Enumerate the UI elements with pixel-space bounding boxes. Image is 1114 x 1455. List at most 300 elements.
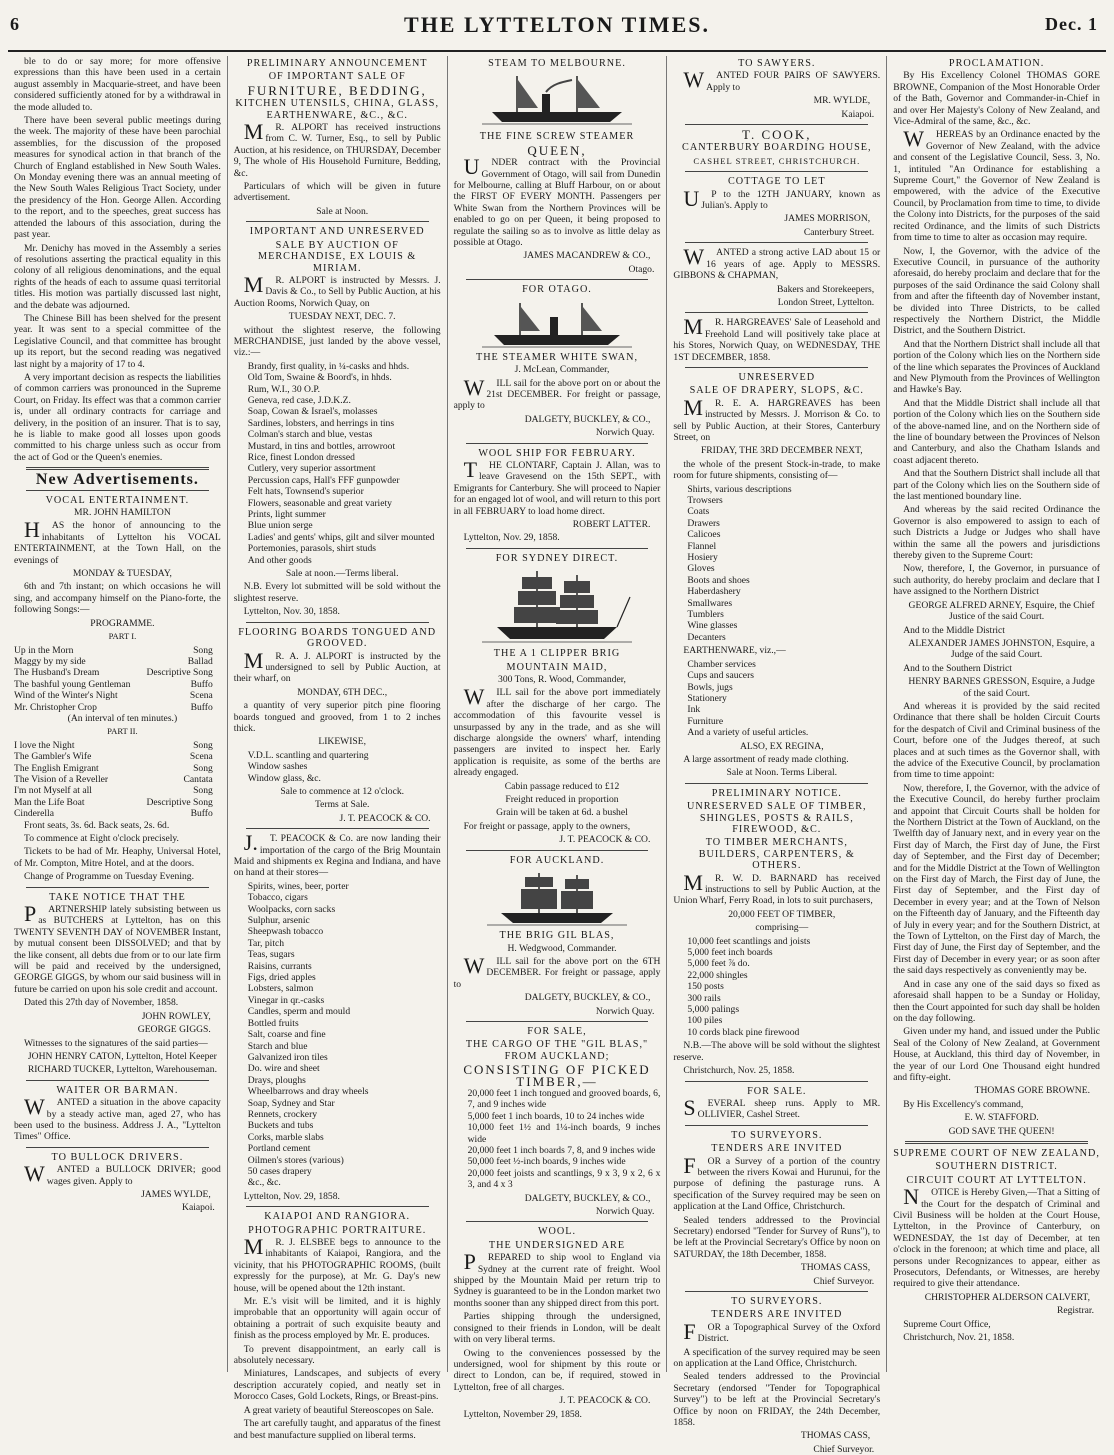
signature-place: Norwich Quay. — [595, 1206, 655, 1218]
boarding-house-ad — [673, 129, 880, 167]
ad-heading: PRELIMINARY NOTICE. — [711, 787, 842, 799]
divider — [685, 312, 868, 313]
signature-place: London Street, Lyttelton. — [777, 296, 875, 308]
song-type: Buffo — [190, 701, 213, 713]
divider — [685, 783, 868, 784]
fare-line: Freight reduced in proportion — [505, 794, 619, 806]
news-paragraph: The Chinese Bill has been shelved for the present year. It was sent to a special committee of the Legislative Council, and that committee has brought up its report, but the second reading was negatived last night by a majority of 17 to 4. — [14, 312, 221, 370]
ad-body: FOR a Topographical Survey of the Oxford District. — [683, 1318, 881, 1345]
list-item: Boots and shoes — [687, 574, 750, 586]
list-item: Mustard, in tins and bottles, arrowroot — [247, 440, 396, 452]
ad-dated: Christchurch, Nov. 25, 1858. — [683, 1065, 795, 1077]
signature-title: Chief Surveyor. — [813, 1275, 875, 1287]
list-item: Rice, finest London dressed — [247, 452, 355, 463]
song-title: The Vision of a Reveller — [14, 773, 109, 785]
steamship-icon — [482, 72, 632, 128]
list-item: Ink — [687, 704, 701, 716]
news-paragraph: A very important decision as respects the liabilities of common carriers was pronounced in the Supreme Court, on Friday. Its effect was that a common carrier is, under all ordinary contracts for carriage and delivery, in the position of an insurer. That is to say, he is liable to make good all losses upon goods committed to his charge unless such as occur from the act of God or the Queen's enemies. — [14, 371, 221, 463]
list-item: And other goods — [247, 554, 312, 566]
ad-heading: UNRESERVED — [738, 371, 816, 383]
list-item: Figs, dried apples — [247, 972, 316, 984]
divider — [466, 443, 649, 444]
list-item: Woolpacks, corn sacks — [247, 903, 336, 915]
list-item: Sheepwash tobacco — [247, 926, 324, 938]
signature-place: Otago. — [628, 263, 655, 275]
column-4 — [667, 56, 887, 1455]
divider — [685, 1291, 868, 1292]
list-item: Sulphur, arsenic — [247, 915, 310, 927]
divider — [26, 1080, 209, 1081]
ad-terms: Sale at Noon. — [316, 205, 369, 217]
ad-body: PREPARED to ship wool to England via Sydney at the current rate of freight. Wool shipped by the Mountain Maid per return trip to Sydney is guaranteed to be in the London market two months sooner than any shipped direct from this port. — [453, 1249, 661, 1309]
song-title: Cinderella — [14, 808, 54, 820]
ad-body: Parties shipping through the undersigned, consigned to their friends in London, will be dealt with on very liberal terms. — [453, 1311, 661, 1346]
ad-date: TUESDAY NEXT, DEC. 7. — [288, 311, 396, 323]
ad-days: MONDAY & TUESDAY, — [72, 568, 172, 580]
land-sale-ad — [673, 314, 881, 363]
item-list — [673, 484, 880, 644]
melbourne-steamer-ad — [454, 58, 661, 275]
ship-name: THE STEAMER WHITE SWAN, — [475, 351, 638, 363]
signature: ROBERT LATTER. — [572, 518, 651, 530]
proclamation-paragraph: And whereas by the said recited Ordinance the Governor is also empowered to assign to each of such Districts a Judge or Judges who shall have within the same all the powers and jurisdictions thereby given to the Supreme Court: — [893, 504, 1100, 562]
list-item: 20,000 feet joists and scantlings, 9 x 3, 9 x 2, 6 x 3, and 4 x 3 — [467, 1167, 661, 1191]
ad-address: CASHEL STREET, CHRISTCHURCH. — [693, 155, 861, 166]
sailing-ship-icon — [482, 567, 632, 645]
sheep-runs-ad — [673, 1086, 880, 1121]
proclamation-paragraph: Now, I, the Governor, with the advice of the Executive Council, in pursuance of the authority aforesaid, do hereby proclaim and declare that for the purposes of the said Ordinance the said Colony shall from and after the fifteenth day of November instant, be divided into Three Districts, to be called respectively the Northern District, the Middle District, and the Southern District. — [893, 245, 1100, 337]
list-item: Percussion caps, Hall's FFF gunpowder — [247, 474, 400, 486]
ad-commence: To commence at Eight o'clock precisely. — [24, 833, 179, 844]
list-item: Furniture — [687, 715, 724, 727]
list-item: Window glass, &c. — [247, 772, 321, 784]
part-heading: PART II. — [107, 726, 138, 737]
list-item: &c., &c. — [247, 1177, 281, 1189]
circuit-court-notice — [893, 1148, 1100, 1344]
list-item: Galvanized iron tiles — [247, 1051, 328, 1063]
divider — [685, 1081, 868, 1082]
ad-subheading: UNRESERVED SALE OF TIMBER, SHINGLES, POSTS & RAILS, FIREWOOD, &C. — [687, 801, 867, 835]
ad-heading: TO SURVEYORS. — [731, 1296, 823, 1307]
ship-name: QUEEN, — [527, 142, 587, 158]
list-item: 20,000 feet 1 inch tongued and grooved boards, 6, 7, and 9 inches wide — [467, 1087, 661, 1111]
signature: THOMAS GORE BROWNE. — [974, 1085, 1090, 1097]
song-type: Buffo — [190, 678, 213, 690]
list-item: Tumblers — [687, 609, 724, 621]
song-title: Maggy by my side — [14, 655, 86, 667]
list-item: Chamber services — [687, 658, 756, 670]
ad-heading: FOR AUCKLAND. — [509, 854, 605, 866]
signature-place: Canterbury Street. — [803, 226, 875, 238]
list-item: Calicoes — [687, 529, 721, 541]
ad-body: HAS the honor of announcing to the inhabitants of Lyttelton his VOCAL ENTERTAINMENT, at the Town Hall, on the evenings of — [14, 517, 221, 566]
divider — [26, 1147, 209, 1148]
list-item: 10,000 feet scantlings and joists — [687, 935, 811, 947]
ad-heading: WAITER OR BARMAN. — [56, 1084, 179, 1096]
ad-note: N.B. Every lot submitted will be sold without the slightest reserve. — [233, 581, 441, 604]
furniture-sale-ad — [234, 58, 441, 217]
ad-heading: FOR OTAGO. — [522, 284, 592, 296]
list-item: V.D.L. scantling and quartering — [247, 749, 369, 761]
cottage-ad — [673, 176, 880, 238]
ad-body: A large assortment of ready made clothing. — [683, 753, 849, 765]
news-paragraph: ble to do or say more; for more offensive expressions than this have been used in a certain august assembly in Macquarie-street, and have been considered sufficiently atoned for by a withdrawal in the mode alluded to. — [14, 56, 221, 113]
item-list — [673, 936, 880, 1039]
ad-body: To prevent disappointment, an early call is absolutely necessary. — [233, 1343, 441, 1367]
song-title: Up in the Morn — [14, 644, 74, 656]
list-item: Blue union serge — [247, 520, 313, 532]
ad-heading: STEAM TO MELBOURNE. — [488, 58, 626, 69]
divider — [685, 171, 868, 172]
sailing-ship-icon — [487, 869, 627, 927]
ship-name: THE BRIG GIL BLAS, — [499, 930, 615, 942]
song-type: Ballad — [187, 655, 213, 667]
ad-subheading: THE FINE SCREW STEAMER — [479, 131, 635, 143]
list-item: Hosiery — [687, 552, 718, 564]
song-row — [14, 645, 221, 656]
ad-heading: TO SURVEYORS. — [731, 1129, 823, 1141]
signature: E. W. STAFFORD. — [964, 1112, 1039, 1124]
columns — [8, 56, 1106, 1455]
song-title: The Husband's Dream — [14, 667, 100, 679]
auckland-brig-ad — [454, 855, 661, 1017]
ad-amount: 20,000 FEET OF TIMBER, — [728, 908, 836, 920]
ad-dated: Lyttelton, Nov. 29, 1858. — [243, 1190, 340, 1202]
wool-ship-ad — [454, 448, 661, 544]
divider — [905, 1141, 1088, 1144]
ad-body: WANTED FOUR PAIRS OF SAWYERS. Apply to — [683, 67, 881, 93]
list-item: Colman's starch and blue, vestas — [247, 429, 373, 441]
ship-name: MOUNTAIN MAID, — [506, 661, 608, 673]
ad-date: MONDAY, 6TH DEC., — [297, 686, 388, 698]
judge-assignment: HENRY BARNES GRESSON, Esquire, a Judge of the said Court. — [908, 676, 1095, 699]
signature: DALGETY, BUCKLEY, & CO., — [524, 413, 651, 425]
song-row — [14, 740, 221, 751]
ad-subheading: THE UNDERSIGNED ARE — [488, 1239, 626, 1251]
ad-subheading: SALE OF DRAPERY, SLOPS, &C. — [689, 385, 864, 397]
proclamation-paragraph: And whereas it is provided by the said recited Ordinance that there shall be holden Circuit Courts for the despatch of Civil and Criminal business of the Court, before one of the Judges thereof, at such places and at such times as the Governor shall, with the advice of the Executive Council, by proclamation from time to time appoint: — [893, 700, 1100, 781]
sawyers-ad — [673, 58, 880, 120]
list-item: Raisins, currants — [247, 960, 312, 972]
wool-shipping-ad — [454, 1226, 661, 1420]
divider — [685, 367, 868, 368]
ad-heading: FOR SALE. — [747, 1085, 807, 1097]
divider — [466, 279, 649, 280]
list-item: Corks, marble slabs — [247, 1131, 324, 1143]
masthead — [8, 6, 1106, 52]
ad-subheading: CIRCUIT COURT AT LYTTELTON. — [906, 1174, 1087, 1186]
signature: JAMES MORRISON, — [784, 213, 871, 225]
list-item: Teas, sugars — [247, 949, 295, 961]
signature: THOMAS CASS, — [800, 1262, 871, 1274]
ad-subheading: CONSISTING OF PICKED TIMBER,— — [463, 1062, 651, 1089]
list-item: 10 cords black pine firewood — [687, 1026, 800, 1038]
ad-body: WANTED a situation in the above capacity by a steady active man, aged 27, who has been used to the business. Address J. A., "Lyttelton Times" Office. — [14, 1094, 221, 1143]
signature-place: Kaiapoi. — [841, 108, 875, 120]
ad-byline: MR. JOHN HAMILTON — [74, 507, 171, 519]
column-2 — [228, 56, 448, 1441]
list-item: 10,000 feet 1½ and 1¼-inch boards, 9 inches wide — [467, 1122, 661, 1145]
ad-body: comprising— — [755, 922, 809, 934]
ship-commander: J. McLean, Commander, — [514, 364, 610, 376]
ad-body: a quantity of very superior pitch pine flooring boards tongued and grooved, from 1 to 2 inches thick. — [233, 700, 441, 734]
ad-subheading: TENDERS ARE INVITED — [711, 1143, 843, 1155]
ad-body: A great variety of beautiful Stereoscopes on Sale. — [243, 1404, 434, 1416]
flooring-sale-ad — [234, 627, 441, 825]
list-item: 5,000 feet 1 inch boards, 10 to 24 inches wide — [467, 1110, 645, 1122]
ad-body: Sealed tenders addressed to the Provincial Secretary (endorsed "Tender for Topographical Survey") to be left at the Provincial Secretary's Office by noon on FRIDAY, the 24th December, 1858. — [673, 1371, 881, 1429]
ad-heading: WOOL SHIP FOR FEBRUARY. — [478, 447, 636, 459]
list-item: 150 posts — [687, 981, 724, 993]
signature-title: Registrar. — [1056, 1305, 1094, 1317]
list-item: 100 piles — [687, 1015, 723, 1027]
proclamation-paragraph: And to the Southern District — [903, 662, 1012, 674]
signature: DALGETY, BUCKLEY, & CO., — [524, 1192, 651, 1204]
ad-subheading: SALE BY AUCTION OF MERCHANDISE, EX LOUIS & MIRIAM. — [258, 239, 417, 274]
signature: JAMES WYLDE, — [141, 1188, 211, 1200]
ad-body: MR. ALPORT is instructed by Messrs. J. Davis & Co., to Sell by Public Auction, at his Auction Rooms, Norwich Quay, on — [233, 271, 441, 309]
song-row — [14, 808, 221, 819]
ship-commander: H. Wedgwood, Commander. — [507, 942, 617, 954]
ad-body: WILL sail for the above port on or about the 21st DECEMBER. For freight or passage, apply to — [453, 374, 661, 412]
ad-office: Supreme Court Office, — [903, 1318, 991, 1330]
list-item: And a variety of useful articles. — [687, 727, 809, 739]
ad-body: A specification of the survey required may be seen on application at the Land Office, Christchurch. — [673, 1346, 881, 1370]
news-article — [14, 56, 221, 463]
list-item: Shirts, various descriptions — [687, 483, 792, 495]
list-item: Flannel — [687, 540, 717, 552]
ad-subheading: SOUTHERN DISTRICT. — [935, 1161, 1058, 1173]
list-item: Haberdashery — [687, 586, 741, 598]
ad-subheading: THE A 1 CLIPPER BRIG — [493, 648, 621, 660]
list-item: 300 rails — [687, 992, 721, 1004]
list-item: Sardines, lobsters, and herrings in tins — [247, 417, 395, 429]
list-item: Spirits, wines, beer, porter — [247, 880, 349, 892]
ad-body: FOR a Survey of a portion of the country between the rivers Kowai and Hurunui, for the purpose of defining the pasturage runs. A specification of the Survey required may be seen on application at the Land Office, Christchurch. — [673, 1152, 881, 1213]
list-item: Salt, coarse and fine — [247, 1029, 326, 1041]
ad-subheading: PHOTOGRAPHIC PORTRAITURE. — [248, 1224, 427, 1236]
list-item: Ladies' and gents' whips, gilt and silver mounted — [247, 531, 435, 543]
ad-dated: Lyttelton, November 29, 1858. — [463, 1408, 582, 1420]
ad-body: UNDER contract with the Provincial Government of Otago, will sail from Dunedin for Melbourne, calling at Bluff Harbour, on or about the FIRST OF EVERY MONTH. Passengers per White Swan from the Northern Provinces will be enabled to go on per Queen, it being proposed to regulate the sailing so as to involve as little delay as possible at Otago. — [453, 154, 661, 249]
ad-body: the whole of the present Stock-in-trade, to make room for future shipments, consisting of— — [673, 458, 881, 482]
proclamation-paragraph: Now, therefore, I, the Governor, with the advice of the Executive Council, do hereby further proclaim and appoint that Circuit Courts shall be holden for the Northern District at the Town of Auckland, on the Twelfth day of January next, and in every year on the First day of March, the First day of June, the First day of September, and the First day of December; and for the Middle District at the Town of Wellington on the First day of March, the First day of June, the First day of September, and the First day of December in every year; and at the Town of Nelson on the Fifteenth day of January, and the Fifteenth day of July in every year; and for the Southern District, at the Town of Lyttelton, on the First day of March, the First day of June, the First day of September, and the First day of December in every year; or as soon after the said days respectively as conveniently may be. — [893, 782, 1100, 977]
song-title: I'm not Myself at all — [14, 785, 92, 797]
ad-body: For freight or passage, apply to the owners, — [463, 820, 631, 832]
lad-wanted-ad — [673, 244, 881, 308]
ad-body: WANTED a strong active LAD about 15 or 16 years of age. Apply to MESSRS. GIBBONS & CHAPMAN, — [673, 244, 881, 282]
ad-subheading: FURNITURE, BEDDING, — [247, 82, 427, 98]
item-list — [234, 881, 441, 1189]
list-item: Smallwares — [687, 597, 733, 609]
song-list — [14, 740, 221, 820]
witness: RICHARD TUCKER, Lyttelton, Warehouseman. — [27, 1064, 217, 1076]
list-item: Trowsers — [687, 495, 723, 506]
ad-subheading: TENDERS ARE INVITED — [711, 1309, 843, 1321]
timber-cargo-ad — [454, 1026, 661, 1218]
list-item: Cutlery, very superior assortment — [247, 463, 376, 475]
column-1 — [8, 56, 228, 1372]
ad-date: FRIDAY, THE 3RD DECEMBER NEXT, — [700, 445, 863, 457]
interval-note: (An interval of ten minutes.) — [67, 712, 178, 724]
divider — [26, 467, 209, 470]
signature-place: Kaiapoi. — [182, 1202, 215, 1214]
signature: J. T. PEACOCK & CO. — [559, 1395, 651, 1407]
proclamation-paragraph: And that the Middle District shall include all that portion of the Colony which lies on the Southern side of the above-named line, and on the Northern side of the line of boundary between the Provinces of Nelson and Canterbury, and also the Chatham Islands and coast adjacent thereto. — [893, 397, 1100, 466]
list-item: Candles, sperm and mould — [247, 1006, 351, 1018]
divider — [466, 548, 649, 549]
song-title: I love the Night — [14, 739, 75, 751]
list-item: Lobsters, salmon — [247, 983, 314, 995]
song-list — [14, 645, 221, 713]
song-title: The English Emigrant — [14, 762, 99, 774]
list-item: Bottled fruits — [247, 1017, 299, 1029]
list-item: Buckets and tubs — [247, 1120, 314, 1132]
ad-subheading: THE CARGO OF THE "GIL BLAS," FROM AUCKLAND; — [465, 1039, 649, 1062]
ad-body: UP to the 12TH JANUARY, known as Julian's. Apply to — [683, 185, 881, 212]
ad-body: 6th and 7th instant; on which occasions he will sing, and accompany himself on the Piano-forte, the following Songs:— — [14, 581, 221, 616]
drapery-sale-ad — [673, 372, 880, 779]
ad-heading: FOR SYDNEY DIRECT. — [495, 552, 619, 564]
survey-tender-ad — [673, 1130, 880, 1287]
list-item: Portemonies, parasols, shirt studs — [247, 543, 376, 555]
item-list — [234, 750, 441, 784]
ad-subheading: EARTHENWARE, viz.,— — [683, 645, 786, 657]
divider — [246, 1206, 429, 1207]
ad-heading: FOR SALE, — [527, 1025, 587, 1037]
signature-place: Norwich Quay. — [595, 1005, 655, 1017]
list-item: Felt hats, Townsend's superior — [247, 486, 364, 498]
list-item: Wine glasses — [687, 620, 738, 632]
divider — [246, 828, 429, 829]
list-item: Portland cement — [247, 1143, 311, 1155]
divider — [685, 1125, 868, 1126]
divider — [246, 622, 429, 623]
list-item: Decanters — [687, 631, 726, 643]
ad-heading: TO SAWYERS. — [738, 58, 816, 69]
song-row — [14, 797, 221, 808]
ad-body: NOTICE is Hereby Given,—That a Sitting of the Court for the despatch of Criminal and Civil Business will be holden at the Court House, Lyttelton, in the Province of Canterbury, on WEDNESDAY, the 1st day of December, at ten o'clock in the forenoon; at which time and place, all persons under Recognizances to appear, either as Prosecutors, Defendants, or Witnesses, are hereby required to give their attendance. — [893, 1184, 1100, 1290]
song-type: Scena — [189, 690, 213, 702]
ship-commander: 300 Tons, R. Wood, Commander, — [498, 674, 626, 685]
fare-line: Cabin passage reduced to £12 — [504, 780, 620, 792]
divider — [466, 850, 649, 851]
signature-place: Norwich Quay. — [595, 427, 655, 439]
divider — [466, 1021, 649, 1022]
column-5 — [887, 56, 1106, 1372]
news-paragraph: There have been several public meetings during the week. The majority of these have been parochial assemblies, for the discussion of the proposed measures for synodical action in that branch of the Church of England established in New South Wales. On Monday evening there was an annual meeting of the New South Wales Religious Tract Society, under the presidency of the Hon. George Allen. According to the report, and to the speeches, great success has attended the labours of this association, during the past year. — [14, 115, 221, 241]
list-item: 5,000 feet inch boards — [687, 947, 773, 959]
list-item: Starch and blue — [247, 1040, 308, 1052]
proclamation-paragraph: And that the Southern District shall include all that part of the Colony which lies on the Southern side of the last mentioned boundary line. — [893, 468, 1100, 503]
list-item: 50 cases drapery — [247, 1165, 312, 1177]
list-item: 50,000 feet ½-inch boards, 9 inches wide — [467, 1156, 626, 1168]
partnership-notice — [14, 892, 221, 1076]
ad-heading: SUPREME COURT OF NEW ZEALAND, — [893, 1147, 1100, 1159]
bullock-drivers-ad — [14, 1152, 221, 1214]
part-heading: PART I. — [108, 631, 137, 642]
signature: MR. WYLDE, — [813, 95, 871, 107]
proclamation-paragraph: WHEREAS by an Ordinance enacted by the Governor of New Zealand, with the advice and consent of the Legislative Council, Sess. 3, No. 1, intituled "An Ordinance for establishing a Supreme Court," the Governor of New Zealand is empowered, with the advice of the Executive Council, by Proclamation from time to time, to divide the Colony into Districts, for the purposes of the said recited Ordinance, and the limits of such Districts from time to time to alter as occasion may require. — [893, 126, 1100, 244]
list-item: Soap, Cowan & Israel's, molasses — [247, 406, 378, 418]
signature-place: Bakers and Storekeepers, — [776, 283, 875, 295]
song-title: The bashful young Gentleman — [14, 678, 131, 690]
list-item: Window sashes — [247, 761, 308, 773]
divider — [246, 221, 429, 222]
list-item: Rum, W.I., 30 O.P. — [247, 383, 321, 395]
ad-heading: VOCAL ENTERTAINMENT. — [45, 494, 190, 506]
otago-steamer-ad — [454, 284, 661, 438]
list-item: Cups and saucers — [687, 670, 754, 682]
vocal-entertainment-ad — [14, 495, 221, 883]
ad-note: N.B.—The above will be sold without the slightest reserve. — [673, 1040, 881, 1063]
divider — [26, 887, 209, 888]
list-item: Brandy, first quality, in ¼-casks and hhds. — [247, 360, 410, 372]
list-item: Coats — [687, 506, 710, 518]
list-item: 22,000 shingles — [687, 969, 748, 981]
list-item: Bowls, jugs — [687, 681, 733, 693]
song-title: Man the Life Boat — [14, 796, 85, 808]
song-row — [14, 763, 221, 774]
programme-heading: PROGRAMME. — [90, 617, 155, 629]
proclamation-paragraph: Now, therefore, I, the Governor, in pursuance of such authority, do hereby proclaim and declare that I have assigned to the Northern District — [893, 563, 1100, 598]
witness-line: Witnesses to the signatures of the said parties— — [24, 1037, 208, 1049]
ad-body: WILL sail for the above port immediately after the discharge of her cargo. The accommodation of this favourite vessel is unsurpassed by any in the trade, and as she will discharge alongside the owners' wharf, intending passengers are invited to inspect her. Early application is requisite, as some of the berths are already engaged. — [453, 684, 661, 779]
song-type: Song — [193, 785, 213, 797]
ad-body: Owing to the conveniences possessed by the undersigned, wool for shipment by this route or direct to London, can be, if required, stowed in Lyttelton, free of all charges. — [453, 1347, 661, 1393]
list-item: Do. wire and sheet — [247, 1063, 320, 1075]
ad-body: PARTNERSHIP lately subsisting between us as BUTCHERS at Lyttelton, has on this TWENTY SEVENTH DAY of NOVEMBER Instant, by mutual consent been DISSOLVED; and that by the like consent, all debts due from or to our late firm will be paid and received by the undersigned, GEORGE GIGGS, by whom our said business will in future be carried on upon his sole credit and account. — [14, 901, 221, 995]
divider — [685, 124, 868, 125]
ad-heading: T. COOK, — [742, 127, 812, 143]
song-type: Song — [193, 739, 213, 751]
section-heading: New Advertisements. — [35, 471, 199, 489]
ad-terms: Sale at noon.—Terms liberal. — [285, 568, 399, 580]
signature: THOMAS CASS, — [800, 1430, 871, 1442]
ad-subheading: LIKEWISE, — [318, 736, 367, 748]
ad-change: Change of Programme on Tuesday Evening. — [24, 871, 195, 883]
proclamation-given: Given under my hand, and issued under the Public Seal of the Colony of New Zealand, at Government House, at Auckland, this third day of November, in the year of our Lord One Thousand eight hundred and fifty-eight. — [893, 1026, 1100, 1083]
ad-body: MR. E. A. HARGREAVES has been instructed by Messrs. J. Morrison & Co. to sell by Public Auction, at their Stores, Canterbury Street, on — [673, 394, 881, 443]
ad-body: MR. W. D. BARNARD has received instructions to sell by Public Auction, at the Union Wharf, Ferry Road, in lots to suit purchasers, — [673, 869, 881, 907]
ad-terms: Sale to commence at 12 o'clock. — [280, 785, 405, 797]
ad-heading: COTTAGE TO LET — [727, 176, 826, 188]
list-item: 5,000 feet ⅞ do. — [687, 958, 750, 970]
ad-subheading: OF IMPORTANT SALE OF — [268, 71, 406, 83]
judge-assignment: GEORGE ALFRED ARNEY, Esquire, the Chief Justice of the said Court. — [908, 599, 1095, 623]
page-number: 6 — [10, 14, 19, 34]
list-item: 5,000 palings — [687, 1004, 740, 1016]
item-list — [673, 659, 880, 739]
list-item: Gloves — [687, 563, 715, 575]
judge-assignment: ALEXANDER JAMES JOHNSTON, Esquire, a Judge of the said Court. — [908, 637, 1095, 661]
divider — [466, 1221, 649, 1222]
song-row — [14, 702, 221, 713]
list-item: Wheelbarrows and dray wheels — [247, 1086, 369, 1098]
song-row — [14, 690, 221, 701]
list-item: Drays, ploughs — [247, 1074, 306, 1086]
ad-body: WILL sail for the above port on the 6TH DECEMBER. For freight or passage, apply to — [453, 952, 661, 990]
list-item: Old Tom, Swaine & Boord's, in hhds. — [247, 372, 392, 384]
ad-body: The art carefully taught, and apparatus of the finest and best manufacture supplied on liberal terms. — [233, 1418, 441, 1441]
fare-line: Grain will be taken at 6d. a bushel — [496, 807, 628, 819]
proclamation-command: By His Excellency's command, — [903, 1098, 1024, 1110]
ad-prices: Front seats, 3s. 6d. Back seats, 2s. 6d. — [24, 819, 170, 831]
signature: JOHN ROWLEY, — [141, 1010, 211, 1022]
song-title: Mr. Christopher Crop — [14, 701, 97, 713]
witness: JOHN HENRY CATON, Lyttelton, Hotel Keeper — [27, 1050, 217, 1062]
ad-heading: IMPORTANT AND UNRESERVED — [249, 226, 425, 238]
